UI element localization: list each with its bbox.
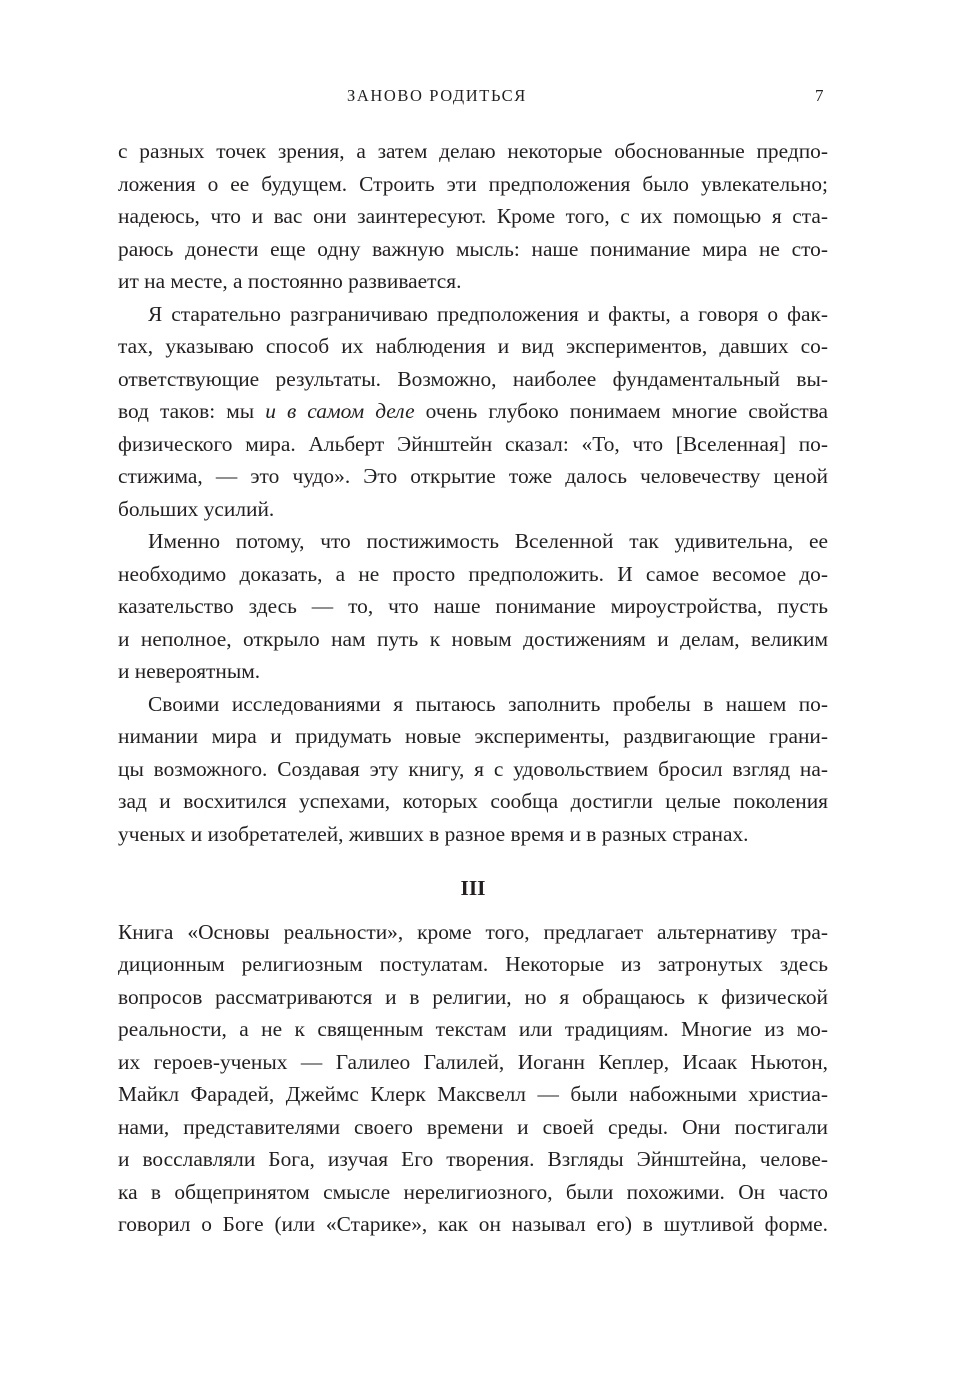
text-line: и восславляли Бога, изучая Его творения. Взгляды Эйнштейна, челове- — [118, 1147, 828, 1171]
text-line: физического мира. Альберт Эйнштейн сказал: «То, что [Вселенная] по- — [118, 431, 828, 456]
italic-emphasis: и в самом деле — [265, 399, 415, 423]
text-line: необходимо доказать, а не просто предположить. И самое весомое до- — [118, 561, 828, 586]
running-head — [0, 84, 969, 108]
running-title: ЗАНОВО РОДИТЬСЯ — [347, 86, 527, 105]
page-number: 7 — [815, 86, 824, 105]
text-line: ит на месте, а постоянно развивается. — [118, 269, 462, 293]
text-line: стижима, — это чудо». Это открытие тоже далось человечеству ценой — [118, 464, 828, 488]
text-line: нами, представителями своего времени и своей среды. Они постигали — [118, 1114, 828, 1139]
text-line: Своими исследованиями я пытаюсь заполнить пробелы в нашем по- — [148, 691, 828, 716]
section-paragraph — [118, 916, 828, 1241]
text-segment: очень глубоко понимаем многие свойства — [414, 399, 829, 423]
text-line: нимании мира и придумать новые эксперименты, раздвигающие грани- — [118, 724, 828, 748]
text-line: больших усилий. — [118, 496, 275, 521]
text-line: и невероятным. — [118, 659, 261, 683]
text-line: ка в общепринятом смысле нерелигиозного, были похожими. Он часто — [118, 1179, 828, 1204]
paragraph-3 — [118, 525, 828, 688]
section-heading: III — [460, 876, 486, 900]
body-text — [118, 135, 828, 1241]
text-segment: вод таков: мы — [118, 399, 266, 423]
text-line: ложения о ее будущем. Строить эти предположения было увлекательно; — [118, 171, 828, 196]
text-line: с разных точек зрения, а затем делаю некоторые обоснованные предпо- — [118, 139, 828, 163]
text-line: ответствующие результаты. Возможно, наиболее фундаментальный вы- — [118, 366, 828, 391]
text-line: вопросов рассматриваются и в религии, но я обращаюсь к физической — [118, 984, 828, 1009]
paragraph-4 — [118, 688, 828, 851]
text-line: цы возможного. Создавая эту книгу, я с удовольствием бросил взгляд на- — [118, 756, 828, 781]
text-line: говорил о Боге (или «Старике», как он называл его) в шутливой форме. — [118, 1212, 828, 1236]
text-line-with-italic — [118, 395, 828, 428]
text-line: ученых и изобретателей, живших в разное время и в разных странах. — [118, 821, 749, 846]
text-line: зад и восхитился успехами, которых сообща достигли целые поколения — [118, 789, 828, 813]
text-line: Именно потому, что постижимость Вселенной так удивительна, ее — [148, 529, 828, 553]
text-line: казательство здесь — то, что наше понимание мироустройства, пусть — [118, 594, 828, 618]
text-line: диционным религиозным постулатам. Некоторые из затронутых здесь — [118, 952, 828, 976]
paragraph-2 — [118, 298, 828, 526]
text-line: реальности, а не к священным текстам или традициям. Многие из мо- — [118, 1017, 828, 1041]
text-line: Книга «Основы реальности», кроме того, предлагает альтернативу тра- — [118, 919, 828, 944]
text-line: раюсь донести еще одну важную мысль: наше понимание мира не сто- — [118, 236, 828, 261]
text-line: их героев-ученых — Галилео Галилей, Иоганн Кеплер, Исаак Ньютон, — [118, 1049, 828, 1074]
text-line: Я старательно разграничиваю предположения и факты, а говоря о фак- — [148, 301, 828, 326]
paragraph-1 — [118, 135, 828, 298]
text-line: тах, указываю способ их наблюдения и вид экспериментов, давших со- — [118, 334, 828, 358]
text-line: и неполное, открыло нам путь к новым достижениям и делам, великим — [118, 626, 828, 651]
text-line: Майкл Фарадей, Джеймс Клерк Максвелл — были набожными христиа- — [118, 1082, 828, 1106]
text-line: надеюсь, что и вас они заинтересуют. Кроме того, с их помощью я ста- — [118, 204, 828, 228]
